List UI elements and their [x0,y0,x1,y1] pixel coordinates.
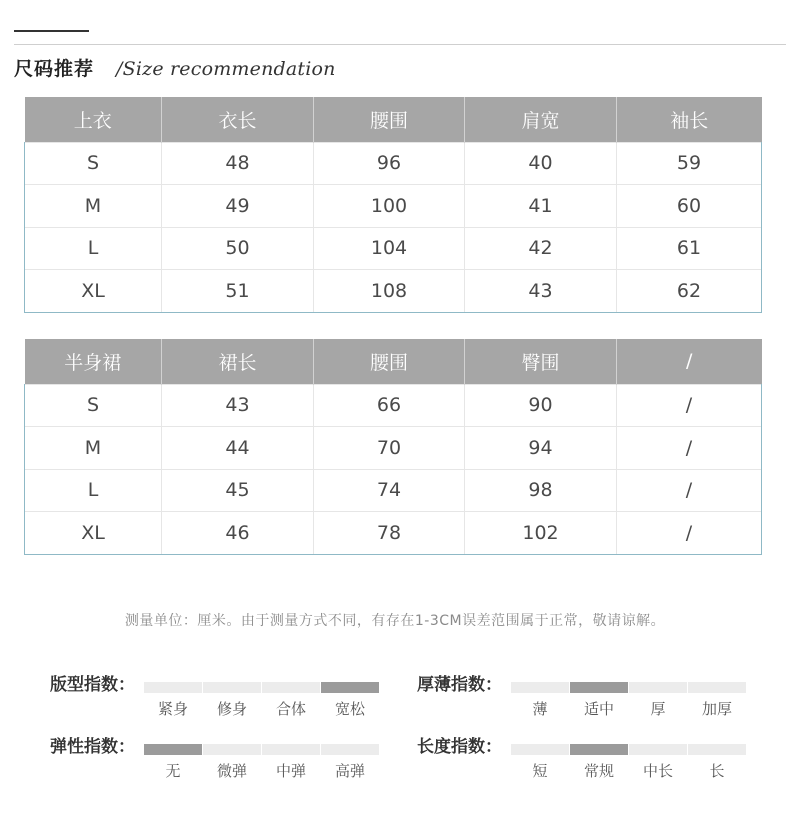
table-cell: / [617,427,762,470]
table-cell: 60 [617,185,762,228]
header-cell: 臀围 [465,339,617,384]
scale-label: 中长 [642,762,673,780]
scale-option [144,744,202,781]
scale-bar [629,682,687,693]
fit-scale [144,682,380,719]
table-cell: XL [25,512,162,555]
scale-label: 宽松 [334,700,365,718]
table-header-row [25,339,762,384]
header-cell: 肩宽 [465,97,617,142]
table-cell: 41 [465,185,617,228]
scale-bar [321,682,379,693]
table-cell: 49 [162,185,314,228]
table-row [25,384,762,427]
header-cell: / [617,339,762,384]
scale-bar [688,744,746,755]
table-row [25,185,762,228]
scale-bar [321,744,379,755]
scale-option [511,744,569,781]
table-cell: 100 [314,185,465,228]
scale-label: 长 [709,762,725,780]
table-cell: S [25,384,162,427]
measurement-note: 测量单位：厘米。由于测量方式不同，有存在1-3CM误差范围属于正常，敬请谅解。 [124,613,666,629]
table-cell: 61 [617,227,762,270]
table-cell: 78 [314,512,465,555]
scale-option [262,682,320,719]
scale-label: 中弹 [275,762,306,780]
stretch-scale [144,744,380,781]
table-cell: L [25,469,162,512]
header-cell: 腰围 [314,97,465,142]
table-cell: 51 [162,270,314,313]
scale-label: 适中 [583,700,614,718]
scale-option [688,744,746,781]
header-cell: 上衣 [25,97,162,142]
scale-label: 短 [532,762,548,780]
scale-label: 紧身 [157,700,188,718]
table-row [25,227,762,270]
scale-option [203,744,261,781]
scale-option [321,682,379,719]
table-cell: / [617,384,762,427]
section-heading [14,54,336,80]
table-cell: 46 [162,512,314,555]
table-row [25,427,762,470]
scale-label: 无 [165,762,181,780]
table-cell: 90 [465,384,617,427]
scale-bar [570,682,628,693]
scale-bar [511,682,569,693]
thickness-scale [511,682,747,719]
table-cell: 44 [162,427,314,470]
scale-option [203,682,261,719]
scale-label: 微弹 [216,762,247,780]
scale-option [144,682,202,719]
scale-bar [262,744,320,755]
table-cell: S [25,142,162,185]
scale-option [629,682,687,719]
table-cell: 43 [162,384,314,427]
header-cell: 裙长 [162,339,314,384]
header-cell: 衣长 [162,97,314,142]
scale-bar [570,744,628,755]
table-cell: 70 [314,427,465,470]
scale-label: 修身 [216,700,247,718]
table-cell: 108 [314,270,465,313]
scale-label: 加厚 [701,700,732,718]
table-row [25,512,762,555]
table-cell: 43 [465,270,617,313]
scale-bar [262,682,320,693]
scale-label: 常规 [583,762,614,780]
table-cell: 94 [465,427,617,470]
table-cell: 59 [617,142,762,185]
table-cell: M [25,185,162,228]
index-label: 版型指数： [50,675,135,695]
table-cell: 48 [162,142,314,185]
index-label: 厚薄指数： [417,675,502,695]
header-cell: 袖长 [617,97,762,142]
table-row [25,270,762,313]
table-cell: 66 [314,384,465,427]
top-accent-bar [14,30,89,32]
table-cell: 74 [314,469,465,512]
table-cell: / [617,469,762,512]
heading-title-en: /Size recommendation [116,58,336,80]
scale-option [570,744,628,781]
table-cell: L [25,227,162,270]
tops-size-table [24,97,762,313]
scale-option [262,744,320,781]
scale-option [321,744,379,781]
scale-bar [688,682,746,693]
scale-bar [203,682,261,693]
table-cell: 62 [617,270,762,313]
scale-option [629,744,687,781]
scale-label: 厚 [650,700,666,718]
table-cell: 45 [162,469,314,512]
skirt-size-table [24,339,762,555]
table-cell: M [25,427,162,470]
table-cell: XL [25,270,162,313]
top-divider [14,44,786,45]
table-cell: 42 [465,227,617,270]
scale-bar [144,682,202,693]
scale-bar [629,744,687,755]
table-header-row [25,97,762,142]
table-cell: 96 [314,142,465,185]
scale-option [511,682,569,719]
scale-label: 薄 [532,700,548,718]
table-cell: / [617,512,762,555]
table-cell: 50 [162,227,314,270]
scale-bar [203,744,261,755]
scale-option [688,682,746,719]
scale-label: 合体 [275,700,306,718]
heading-title-cn: 尺码推荐 [14,58,95,80]
header-cell: 半身裙 [25,339,162,384]
scale-bar [511,744,569,755]
table-cell: 102 [465,512,617,555]
table-row [25,469,762,512]
length-scale [511,744,747,781]
index-label: 弹性指数： [50,737,135,757]
scale-bar [144,744,202,755]
table-cell: 98 [465,469,617,512]
scale-option [570,682,628,719]
scale-label: 高弹 [334,762,365,780]
table-cell: 104 [314,227,465,270]
index-label: 长度指数： [417,737,502,757]
header-cell: 腰围 [314,339,465,384]
table-cell: 40 [465,142,617,185]
table-row [25,142,762,185]
